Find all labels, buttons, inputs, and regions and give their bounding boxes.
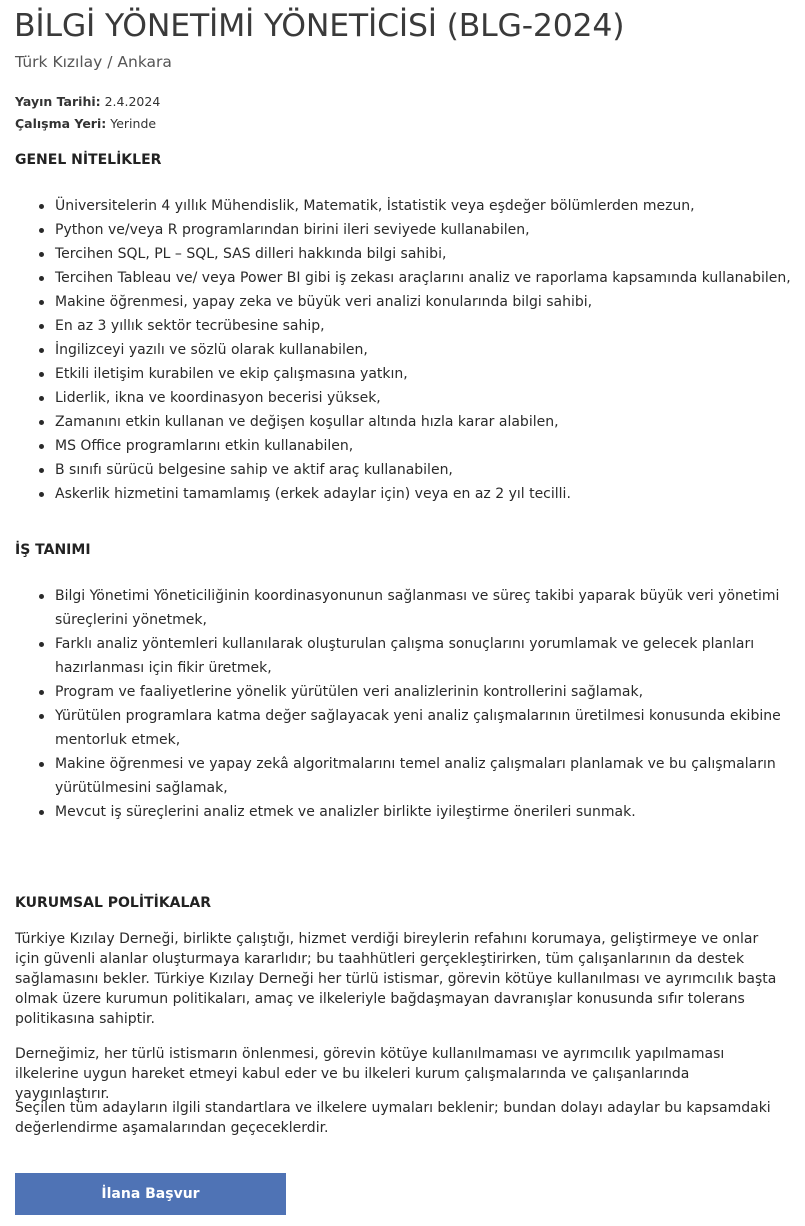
- list-item: En az 3 yıllık sektör tecrübesine sahip,: [55, 314, 791, 338]
- list-item: MS Office programlarını etkin kullanabilen,: [55, 434, 791, 458]
- list-item: Farklı analiz yöntemleri kullanılarak oluşturulan çalışma sonuçlarını yorumlamak ve gelecek planları hazırlanması için fikir üretmek,: [55, 632, 791, 680]
- workplace-row: [15, 114, 156, 134]
- list-item: Makine öğrenmesi ve yapay zekâ algoritmalarını temel analiz çalışmaları planlamak ve bu çalışmaların yürütülmesini sağlamak,: [55, 752, 791, 800]
- list-item: Etkili iletişim kurabilen ve ekip çalışmasına yatkın,: [55, 362, 791, 386]
- list-item: Tercihen Tableau ve/ veya Power BI gibi iş zekası araçlarını analiz ve raporlama kapsamında kullanabilen,: [55, 266, 791, 290]
- list-item: Zamanını etkin kullanan ve değişen koşullar altında hızla karar alabilen,: [55, 410, 791, 434]
- workplace-value: Yerinde: [110, 116, 157, 131]
- apply-button[interactable]: İlana Başvur: [15, 1173, 286, 1215]
- qualifications-list: [0, 194, 805, 506]
- job-description-heading: İŞ TANIMI: [15, 542, 91, 558]
- list-item: Tercihen SQL, PL – SQL, SAS dilleri hakkında bilgi sahibi,: [55, 242, 791, 266]
- qualifications-heading: GENEL NİTELİKLER: [15, 152, 162, 168]
- publish-date-label: Yayın Tarihi:: [15, 94, 101, 109]
- publish-date-row: [15, 92, 160, 112]
- job-description-list: [0, 584, 805, 824]
- policy-paragraph: Türkiye Kızılay Derneği, birlikte çalıştığı, hizmet verdiği bireylerin refahını korumaya, geliştirmeye ve onlar için güvenli alanlar oluşturmaya kararlıdır; bu taahhütleri gerçekleştirirken, tüm çalışanlarının da destek sağlamasını bekler. Türkiye Kızılay Derneği her türlü istismar, görevin kötüye kullanılması ve ayrımcılık başta olmak üzere kurumun politikaları, amaç ve ilkeleriyle bağdaşmayan davranışlar konusunda sıfır tolerans politikasına sahiptir.: [15, 931, 777, 1027]
- list-item: İngilizceyi yazılı ve sözlü olarak kullanabilen,: [55, 338, 791, 362]
- publish-date-value: 2.4.2024: [104, 94, 161, 109]
- job-title: BİLGİ YÖNETİMİ YÖNETİCİSİ (BLG-2024): [14, 8, 625, 44]
- list-item: Mevcut iş süreçlerini analiz etmek ve analizler birlikte iyileştirme önerileri sunmak.: [55, 800, 791, 824]
- policy-paragraph: Seçilen tüm adayların ilgili standartlara ve ilkelere uymaları beklenir; bundan dolayı adaylar bu kapsamdaki değerlendirme aşamalarından geçeceklerdir.: [15, 1100, 771, 1136]
- organization-location: Türk Kızılay / Ankara: [15, 53, 172, 71]
- list-item: B sınıfı sürücü belgesine sahip ve aktif araç kullanabilen,: [55, 458, 791, 482]
- list-item: Makine öğrenmesi, yapay zeka ve büyük veri analizi konularında bilgi sahibi,: [55, 290, 791, 314]
- list-item: Python ve/veya R programlarından birini ileri seviyede kullanabilen,: [55, 218, 791, 242]
- list-item: Yürütülen programlara katma değer sağlayacak yeni analiz çalışmalarının üretilmesi konusunda ekibine mentorluk etmek,: [55, 704, 791, 752]
- policy-paragraph: Derneğimiz, her türlü istismarın önlenmesi, görevin kötüye kullanılmaması ve ayrımcılık yapılmaması ilkelerine uygun hareket etmeyi kabul eder ve bu ilkeleri kurum çalışmalarında ve çalışanlarında yaygınlaştırır.: [15, 1046, 725, 1102]
- list-item: Askerlik hizmetini tamamlamış (erkek adaylar için) veya en az 2 yıl tecilli.: [55, 482, 791, 506]
- list-item: Program ve faaliyetlerine yönelik yürütülen veri analizlerinin kontrollerini sağlamak,: [55, 680, 791, 704]
- policies-heading: KURUMSAL POLİTİKALAR: [15, 895, 212, 911]
- workplace-label: Çalışma Yeri:: [15, 116, 107, 131]
- list-item: Üniversitelerin 4 yıllık Mühendislik, Matematik, İstatistik veya eşdeğer bölümlerden mezun,: [55, 194, 791, 218]
- list-item: Bilgi Yönetimi Yöneticiliğinin koordinasyonunun sağlanması ve süreç takibi yaparak büyük veri yönetimi süreçlerini yönetmek,: [55, 584, 791, 632]
- list-item: Liderlik, ikna ve koordinasyon becerisi yüksek,: [55, 386, 791, 410]
